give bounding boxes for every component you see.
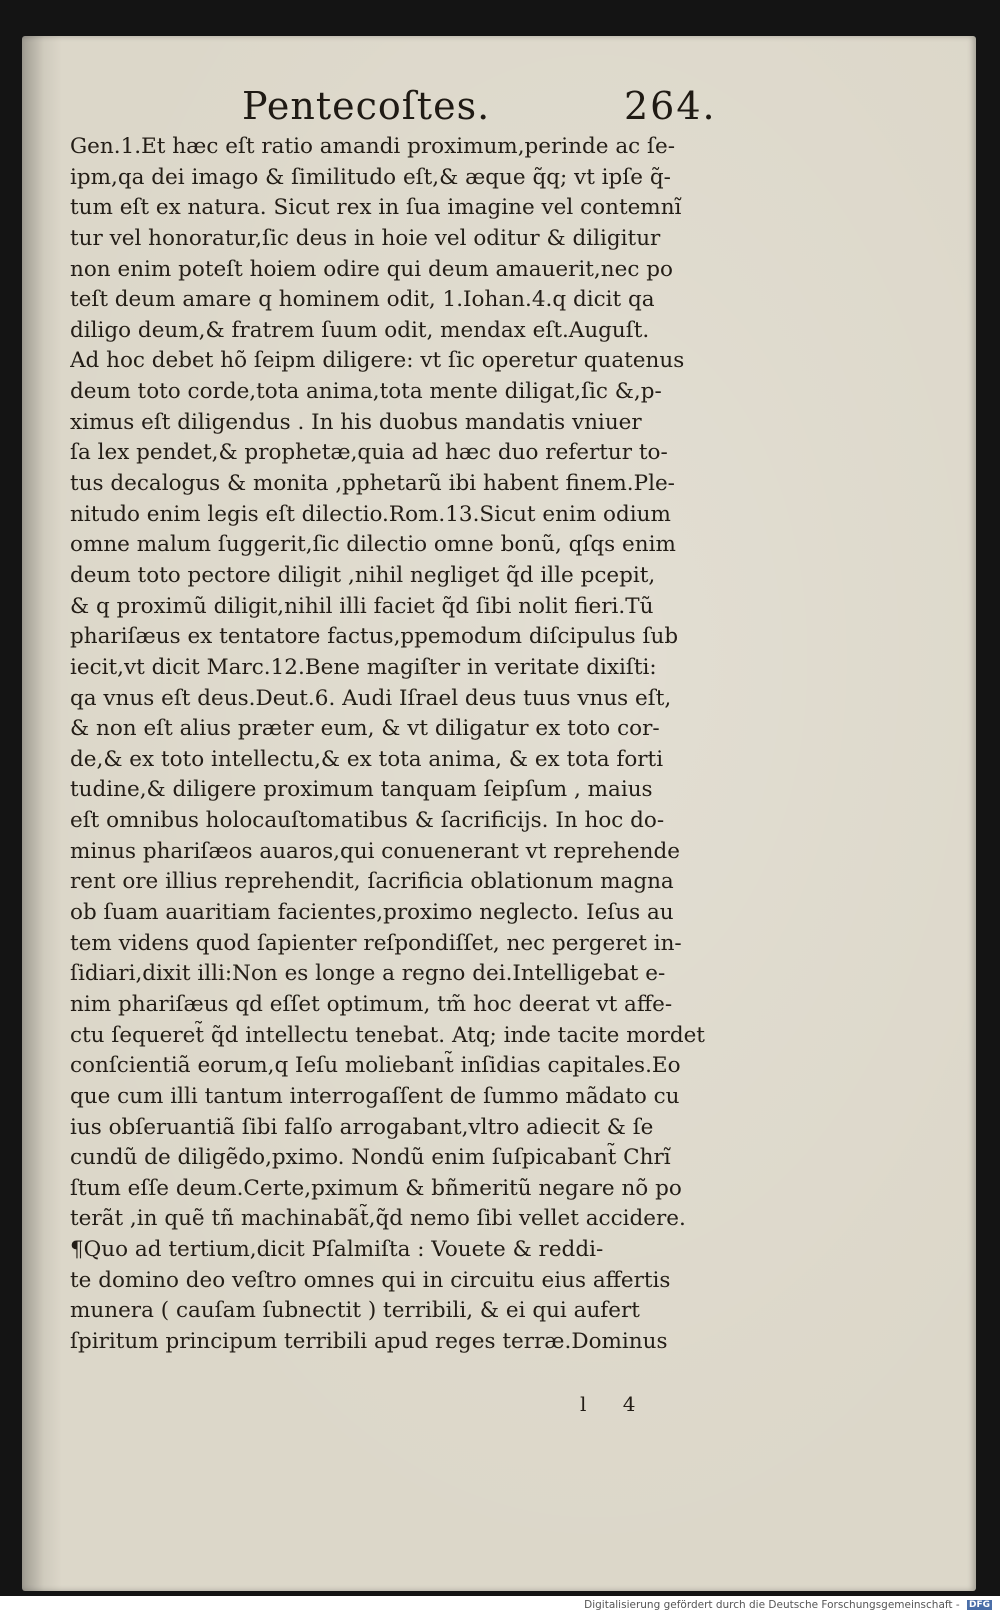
text-line: tur vel honoratur,ſic deus in hoie vel oditur & diligitur [70, 225, 661, 251]
signature-mark: l 4 [580, 1392, 636, 1416]
text-line: deum toto corde,tota anima,tota mente diligat,ſic &,p- [70, 379, 662, 405]
text-line: Ad hoc debet hõ ſeipm diligere: vt ſic operetur quatenus [70, 348, 685, 374]
text-line: ximus eſt diligendus . In his duobus mandatis vniuer [70, 409, 642, 435]
text-line: teſt deum amare q hominem odit, 1.Iohan.4.q dicit qa [70, 287, 655, 313]
text-line: ¶Quo ad tertium,dicit Pſalmiſta : Vouete & reddi- [70, 1237, 604, 1263]
text-line: qa vnus eſt deus.Deut.6. Audi Iſrael deus tuus vnus eſt, [70, 685, 672, 711]
text-line: ſidiari,dixit illi:Non es longe a regno dei.Intelligebat e- [70, 961, 666, 987]
text-line: nim phariſæus qd eſſet optimum, tm̃ hoc deerat vt affe- [70, 991, 673, 1017]
text-line: de,& ex toto intellectu,& ex tota anima, & ex tota forti [70, 746, 664, 772]
text-line: diligo deum,& fratrem ſuum odit, mendax eſt.Auguſt. [70, 317, 650, 343]
text-line: ob ſuam auaritiam facientes,proximo neglecto. Ieſus au [70, 900, 674, 926]
text-line: minus phariſæos auaros,qui conuenerant vt reprehende [70, 838, 680, 864]
text-line: nitudo enim legis eſt dilectio.Rom.13.Sicut enim odium [70, 501, 671, 527]
funding-credit-text: Digitalisierung gefördert durch die Deutsche Forschungsgemeinschaft - [584, 1599, 960, 1611]
text-line: Gen.1.Et hæc eſt ratio amandi proximum,perinde ac ſe- [70, 134, 675, 159]
text-line: phariſæus ex tentatore factus,ppemodum diſcipulus ſub [70, 624, 679, 650]
text-line: deum toto pectore diligit ,nihil negliget q̃d ille pcepit, [70, 562, 656, 588]
text-line: ſa lex pendet,& prophetæ,quia ad hæc duo refertur to- [70, 440, 668, 466]
text-line: & q proximũ diligit,nihil illi faciet q̃d ſibi nolit fieri.Tũ [70, 593, 654, 619]
text-line: conſcientiã eorum,q Ieſu moliebant̃ inſidias capitales.Eo [70, 1053, 681, 1079]
text-line: ſpiritum principum terribili apud reges terræ.Dominus [70, 1328, 668, 1354]
text-line: cundũ de diligẽdo,pximo. Nondũ enim ſuſpicabant̃ Chrĩ [70, 1145, 671, 1171]
text-line: munera ( cauſam ſubnectit ) terribili, & ei qui aufert [70, 1298, 640, 1324]
dfg-logo: DFG [968, 1600, 990, 1610]
text-line: tus decalogus & monita ,pphetarũ ibi habent finem.Ple- [70, 471, 675, 497]
text-line: que cum illi tantum interrogaſſent de ſummo mãdato cu [70, 1083, 680, 1109]
funding-credit [584, 1599, 992, 1611]
running-title: Pentecoſtes. [242, 84, 491, 128]
text-line: eſt omnibus holocauſtomatibus & ſacrificijs. In hoc do- [70, 808, 665, 834]
text-line: & non eſt alius præter eum, & vt diligatur ex toto cor- [70, 716, 660, 742]
text-line: terãt ,in quẽ tñ machinabãt̃,q̃d nemo ſibi vellet accidere. [70, 1206, 686, 1232]
text-line: rent ore illius reprehendit, ſacrificia oblationum magna [70, 869, 674, 895]
text-line: non enim poteſt hoiem odire qui deum amauerit,nec po [70, 256, 673, 282]
text-line: iecit,vt dicit Marc.12.Bene magiſter in veritate dixiſti: [70, 654, 657, 680]
folio-number: 264. [624, 84, 717, 128]
text-line: te domino deo veſtro omnes qui in circuitu eius affertis [70, 1267, 671, 1293]
text-line: ipm,qa dei imago & ſimilitudo eſt,& æque q̃q; vt ipſe q̃- [70, 164, 671, 190]
main-text-block [70, 132, 770, 1358]
text-line: omne malum ſuggerit,ſic dilectio omne bonũ, qſqs enim [70, 532, 676, 558]
text-line: ius obſeruantiã ſibi falſo arrogabant,vltro adiecit & ſe [70, 1114, 654, 1140]
text-line: tem videns quod ſapienter reſpondiſſet, nec pergeret in- [70, 930, 682, 956]
text-line: ctu ſequeret̃ q̃d intellectu tenebat. Atq; inde tacite mordet [70, 1022, 705, 1048]
text-line: tudine,& diligere proximum tanquam ſeipſum , maius [70, 777, 653, 803]
text-line: tum eſt ex natura. Sicut rex in ſua imagine vel contemnĩ [70, 195, 682, 221]
text-line: ſtum eſſe deum.Certe,pximum & bñmeritũ negare nõ po [70, 1175, 682, 1201]
